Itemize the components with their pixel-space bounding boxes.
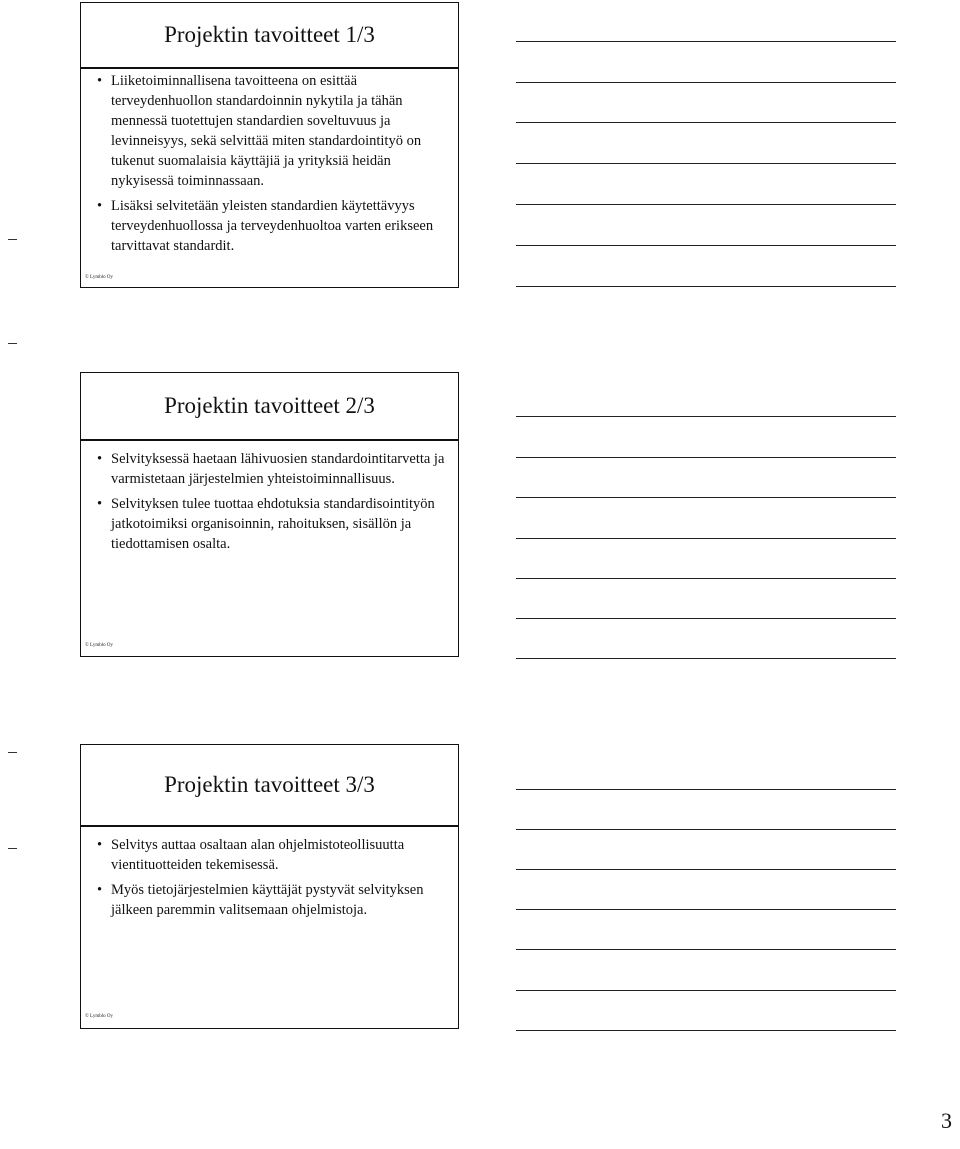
slide-2 [80,372,459,657]
note-line [516,245,896,246]
note-line [516,538,896,539]
note-line [516,497,896,498]
note-line [516,122,896,123]
slide-3-header [81,745,458,827]
margin-mark [8,752,17,753]
note-line [516,789,896,790]
margin-mark [8,848,17,849]
bullet-item: • Selvityksen tulee tuottaa ehdotuksia standardisointityön jatkotoimiksi organisoinnin, rahoituksen, sisällön ja tiedottamisen osalta. [111,494,450,554]
note-line [516,457,896,458]
note-line [516,41,896,42]
slide-3-bullets [95,835,450,925]
slide-title: Projektin tavoitteet 1/3 [164,22,375,47]
bullet-item: • Selvityksessä haetaan lähivuosien standardointitarvetta ja varmistetaan järjestelmien yhteistoiminnallisuus. [111,449,450,489]
slide-1 [80,2,459,288]
slide-1-bullets [95,71,450,261]
note-line [516,949,896,950]
note-line [516,1030,896,1031]
slide-2-bullets [95,449,450,559]
page-number: 3 [941,1108,952,1133]
copyright-notice: © Lymblo Oy [85,275,113,280]
margin-mark [8,343,17,344]
note-line [516,204,896,205]
note-line [516,82,896,83]
note-line [516,578,896,579]
bullet-item: • Selvitys auttaa osaltaan alan ohjelmistoteollisuutta vientituotteiden tekemisessä. [111,835,450,875]
note-line [516,618,896,619]
note-line [516,869,896,870]
bullet-item: • Myös tietojärjestelmien käyttäjät pystyvät selvityksen jälkeen paremmin valitsemaan ohjelmistoja. [111,880,450,920]
note-line [516,416,896,417]
note-line [516,286,896,287]
slide-2-header [81,373,458,441]
bullet-item: • Lisäksi selvitetään yleisten standardien käytettävyys terveydenhuollossa ja terveydenhuoltoa varten erikseen tarvittavat standardit. [111,196,450,256]
note-line [516,990,896,991]
copyright-notice: © Lymblo Oy [85,1014,113,1019]
bullet-item: • Liiketoiminnallisena tavoitteena on esittää terveydenhuollon standardoinnin nykytila ja tähän mennessä tuotettujen standardien soveltuvuus ja levinneisyys, sekä selvittää miten standardointityö on tukenut suomalaisia käyttäjiä ja yrityksiä heidän nykyisessä toiminnassaan. [111,71,450,191]
slide-title: Projektin tavoitteet 2/3 [164,393,375,418]
slide-title: Projektin tavoitteet 3/3 [164,772,375,797]
margin-mark [8,239,17,240]
slide-3 [80,744,459,1029]
note-line [516,163,896,164]
note-line [516,829,896,830]
note-line [516,658,896,659]
copyright-notice: © Lymblo Oy [85,643,113,648]
slide-1-header [81,3,458,69]
note-line [516,909,896,910]
